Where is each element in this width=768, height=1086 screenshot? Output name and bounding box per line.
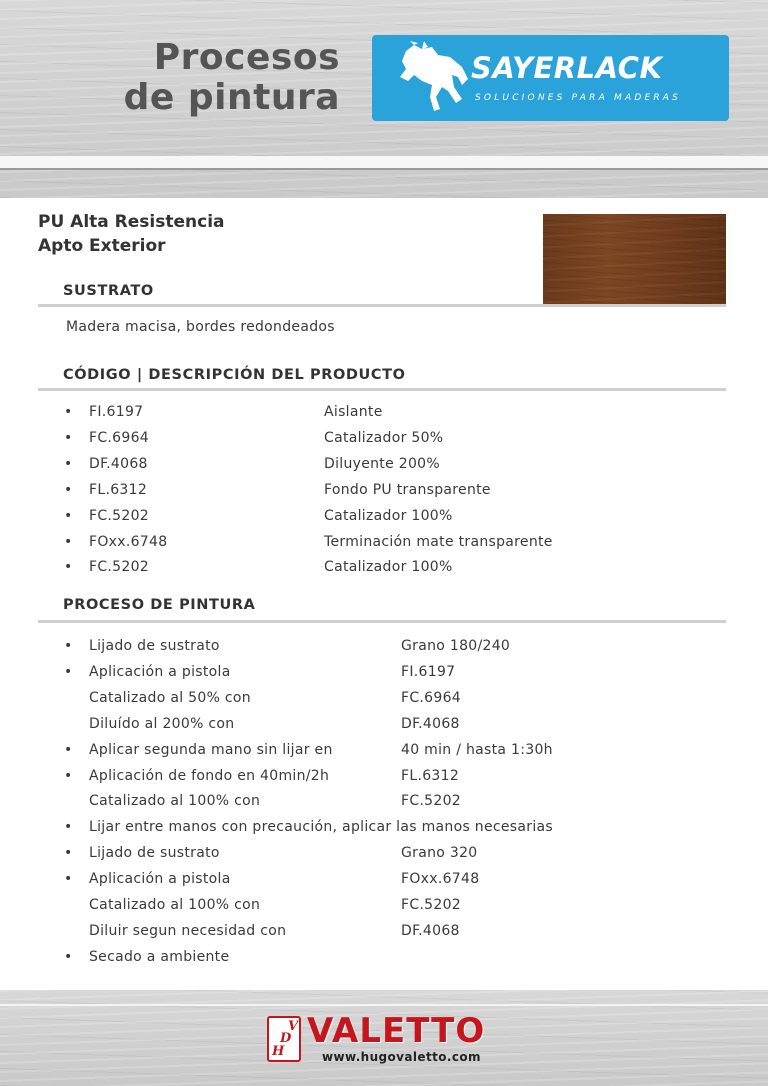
step-label: Catalizado al 100% con	[89, 897, 261, 913]
step-value: FI.6197	[401, 663, 456, 680]
step-label: Diluído al 200% con	[89, 715, 235, 732]
bullet-icon: •	[64, 948, 73, 965]
product-code: FL.6312	[89, 481, 148, 498]
step-label: Aplicación a pistola	[89, 871, 231, 888]
bullet-icon: •	[64, 455, 73, 472]
step-label: Catalizado al 100% con	[89, 793, 261, 810]
section-heading-proceso: PROCESO DE PINTURA	[63, 597, 256, 613]
bullet-icon: •	[64, 741, 73, 758]
bullet-icon: •	[64, 845, 73, 862]
list-item	[0, 664, 768, 690]
step-label: Lijar entre manos con precaución, aplicar las manos necesarias	[89, 819, 553, 836]
list-item	[0, 559, 768, 585]
product-code: FI.6197	[89, 404, 144, 420]
bullet-icon: •	[64, 663, 73, 680]
footer-divider	[0, 1004, 768, 1006]
step-label: Lijado de sustrato	[89, 845, 220, 862]
logo-letter-h: H	[272, 1044, 285, 1059]
header-divider-line	[0, 168, 768, 170]
step-value: DF.4068	[401, 922, 460, 939]
product-description: Catalizador 100%	[324, 507, 453, 524]
product-description: Fondo PU transparente	[324, 481, 491, 498]
valetto-logo-mark	[267, 1016, 301, 1062]
step-value: FOxx.6748	[401, 871, 480, 888]
step-label: Aplicar segunda mano sin lijar en	[89, 741, 333, 758]
step-label: Diluir segun necesidad con	[89, 922, 287, 939]
step-value: FC.6964	[401, 689, 462, 706]
step-value: FL.6312	[401, 767, 460, 784]
section-rule	[38, 304, 726, 307]
product-code: FOxx.6748	[89, 533, 168, 550]
list-item	[0, 456, 768, 482]
logo-letter-d: D	[280, 1031, 292, 1046]
bullet-icon: •	[64, 533, 73, 550]
bullet-icon: •	[64, 559, 73, 576]
step-value: Grano 320	[401, 845, 478, 862]
valetto-logo-name: VALETTO	[307, 1011, 486, 1051]
list-item	[0, 845, 768, 871]
section-heading-sustrato: SUSTRATO	[63, 283, 154, 299]
step-label: Aplicación de fondo en 40min/2h	[89, 767, 330, 784]
step-value: DF.4068	[401, 715, 460, 732]
list-item	[0, 716, 768, 742]
list-item	[0, 793, 768, 819]
wood-color-swatch	[543, 214, 726, 305]
list-item	[0, 949, 768, 975]
list-item	[0, 897, 768, 923]
list-item	[0, 768, 768, 794]
step-value: FC.5202	[401, 793, 462, 810]
bullet-icon: •	[64, 871, 73, 888]
list-item	[0, 534, 768, 560]
product-description: Terminación mate transparente	[324, 533, 553, 550]
step-value: FC.5202	[401, 897, 462, 913]
product-description: Diluyente 200%	[324, 455, 440, 472]
list-item	[0, 871, 768, 897]
list-item	[0, 638, 768, 664]
header-divider	[0, 156, 768, 168]
footer-website: www.hugovaletto.com	[322, 1050, 481, 1064]
section-rule	[38, 620, 726, 623]
step-value: Grano 180/240	[401, 638, 511, 654]
bullet-icon: •	[64, 507, 73, 524]
bullet-icon: •	[64, 767, 73, 784]
brand-tagline: SOLUCIONES PARA MADERAS	[475, 93, 682, 103]
sustrato-text: Madera macisa, bordes redondeados	[66, 319, 335, 335]
product-code: DF.4068	[89, 455, 148, 472]
section-rule	[38, 388, 726, 391]
step-label: Secado a ambiente	[89, 948, 230, 965]
list-item	[0, 742, 768, 768]
product-code: FC.5202	[89, 507, 150, 524]
bullet-icon: •	[64, 819, 73, 836]
product-title-line1: PU Alta Resistencia	[38, 212, 225, 232]
step-value: 40 min / hasta 1:30h	[401, 741, 553, 758]
product-description: Catalizador 50%	[324, 429, 444, 446]
product-description: Catalizador 100%	[324, 559, 453, 576]
page-title-line2: de pintura	[123, 77, 340, 118]
product-description: Aislante	[324, 404, 383, 420]
step-label: Lijado de sustrato	[89, 638, 220, 654]
section-heading-codigo: CÓDIGO | DESCRIPCIÓN DEL PRODUCTO	[63, 367, 406, 383]
bullet-icon: •	[64, 638, 73, 654]
logo-letter-v: V	[288, 1019, 299, 1034]
product-title-line2: Apto Exterior	[38, 236, 166, 256]
list-item	[0, 430, 768, 456]
bullet-icon: •	[64, 429, 73, 446]
product-title	[38, 210, 225, 258]
page-title-line1: Procesos	[153, 37, 340, 78]
product-code: FC.6964	[89, 429, 150, 446]
horse-icon	[392, 41, 474, 115]
list-item	[0, 482, 768, 508]
list-item	[0, 404, 768, 430]
list-item	[0, 690, 768, 716]
list-item	[0, 508, 768, 534]
page-title	[90, 38, 340, 118]
brand-name: SAYERLACK	[471, 51, 663, 85]
bullet-icon: •	[64, 481, 73, 498]
step-label: Aplicación a pistola	[89, 663, 231, 680]
product-code: FC.5202	[89, 559, 150, 576]
bullet-icon: •	[64, 404, 73, 420]
step-label: Catalizado al 50% con	[89, 689, 251, 706]
list-item	[0, 923, 768, 949]
sayerlack-logo	[372, 35, 729, 121]
list-item	[0, 819, 768, 845]
